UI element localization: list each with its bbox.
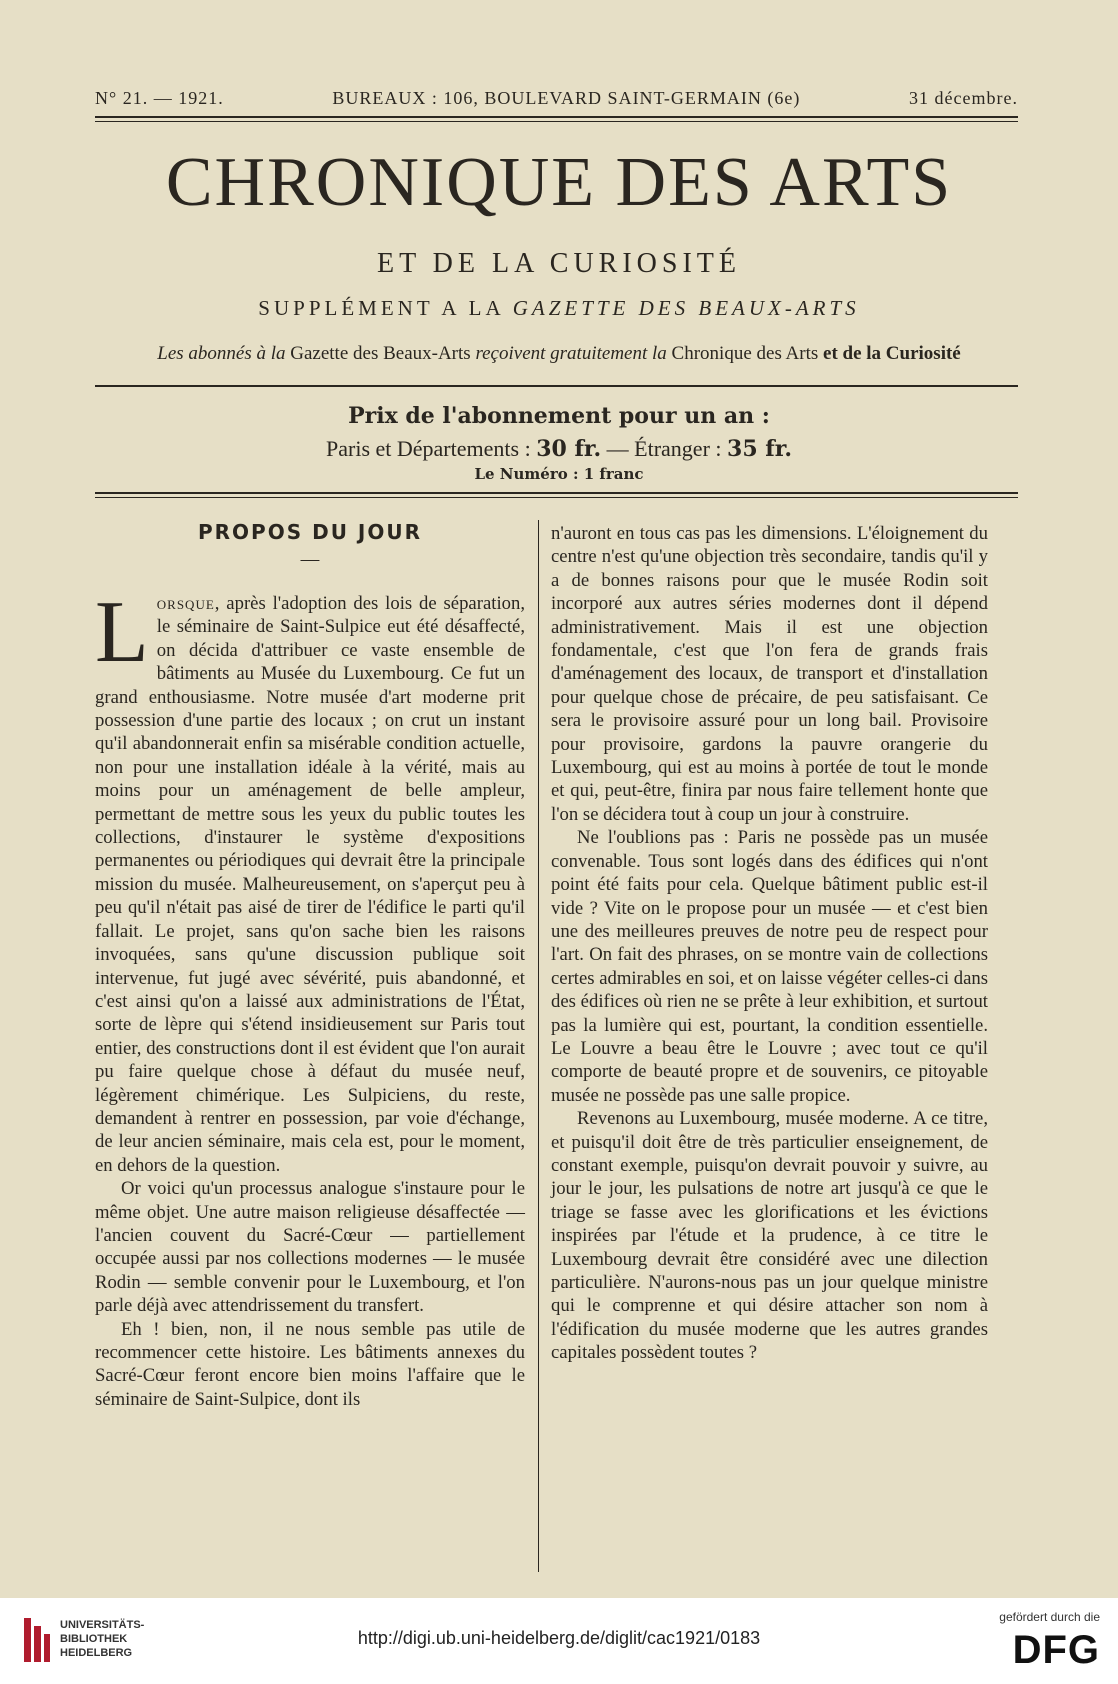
abonnes-part1: Les abonnés à la	[157, 343, 286, 364]
funded-by-label: gefördert durch die	[999, 1610, 1100, 1624]
source-url[interactable]: http://digi.ub.uni-heidelberg.de/diglit/cac1921/0183	[357, 1628, 761, 1648]
bureaux-address: BUREAUX : 106, BOULEVARD SAINT-GERMAIN (6e)	[332, 87, 801, 108]
paragraph-5: Ne l'oublions pas : Paris ne possède pas un musée convenable. Tous sont logés dans des édifices qui n'ont point été faits pour cela. Quelque bâtiment public est-il vide ? Vite on le propose pour un musée — et c'est bien une des meilleures preuves de notre peu de respect pour l'art. On fait des phrases, on se montre vain de collections certes admirables en soi, et on laisse végéter celles-ci dans des édifices où rien ne se prête à leur exhibition, et surtout pas la lumière qui est, pourtant, la condition essentielle. Le Louvre a beau être le Louvre ; avec tout ce qu'il comporte de beauté propre et de souvenirs, ce pitoyable musée ne possède pas une salle propice.	[551, 827, 988, 1106]
abonnes-part3: reçoivent gratuitement la	[475, 343, 667, 364]
numero-price: Le Numéro : 1 franc	[474, 465, 644, 483]
digitization-footer	[0, 1598, 1118, 1684]
etranger-price: 35 fr.	[727, 436, 792, 462]
library-name-line1: UNIVERSITÄTS-	[60, 1619, 145, 1631]
library-name-line3: HEIDELBERG	[60, 1647, 133, 1659]
paragraph-4: n'auront en tous cas pas les dimensions. L'éloignement du centre n'est qu'une objection très secondaire, tandis qu'il y a de bonnes raisons pour que le musée Rodin soit incorporé aux autres séries modernes dont il dépend administrativement. Mais il est une objection fondamentale, c'est que l'on fera de grands frais d'aménagement des locaux, de transport et d'installation pour quelque chose de précaire, de peu satisfaisant. Ce sera le provisoire assuré pour un long bail. Provisoire pour provisoire, gardons la pauvre orangerie du Luxembourg, qui est au moins à portée de tout le monde et qui, peut-être, finira par nous faire tellement honte que l'on se décidera tout à coup un jour à construire.	[551, 523, 988, 825]
abonnes-part5: et de la Curiosité	[823, 343, 961, 364]
article-column-left	[95, 520, 525, 1411]
dfg-logo: DFG	[1012, 1628, 1100, 1672]
paragraph-3: Eh ! bien, non, il ne nous semble pas utile de recommencer cette histoire. Les bâtiments annexes du Sacré-Cœur feront encore bien moins l'affaire que le séminaire de Saint-Sulpice, dont ils	[95, 1318, 525, 1410]
abonnes-part4: Chronique des Arts	[671, 343, 819, 364]
first-word: orsque	[156, 593, 215, 614]
issue-number: N° 21. — 1921.	[95, 87, 224, 108]
masthead-title: CHRONIQUE DES ARTS	[165, 144, 953, 221]
library-name-line2: BIBLIOTHEK	[60, 1633, 128, 1645]
etranger-label: Étranger :	[634, 436, 722, 461]
prix-title: Prix de l'abonnement pour un an :	[348, 403, 770, 429]
column-divider	[538, 520, 539, 1572]
issue-header	[95, 86, 1018, 110]
abonnes-part2: Gazette des Beaux-Arts	[290, 343, 471, 364]
article-heading: PROPOS DU JOUR	[198, 520, 422, 544]
prix-separator: —	[606, 436, 629, 461]
prix-rule-bottom	[95, 492, 1018, 494]
masthead-subtitle: ET DE LA CURIOSITÉ	[376, 248, 742, 279]
paragraph-1-text: , après l'adoption des lois de séparation, le séminaire de Saint-Sulpice eut été désaffecté, on décida d'attribuer ce vaste ensemble de bâtiments au Musée du Luxembourg. Ce fut un grand enthousiasme. Notre musée d'art moderne prit possession d'une partie des locaux ; on crut un instant qu'il abandonnerait enfin sa misérable condition actuelle, non pour une installation idéale à la vérité, mais au moins pour un aménagement de belle ampleur, permettant de mettre sous les yeux du public toutes les collections, d'instaurer le système d'expositions permanentes ou périodiques qui devrait être la principale mission du musée. Malheureusement, on s'aperçut peu à peu qu'il n'était pas aisé de tirer de l'édifice le parti qu'il fallait. Le projet, sans qu'on sache bien les raisons invoquées, sans qu'une discussion publique soit intervenue, fut jugé avec sévérité, puis abandonné, et c'est ainsi qu'on a laissé aux administrations de l'État, sorte de lèpre qui s'étend insidieusement sur Paris tout entier, des constructions dont il est évident que l'on aurait pu faire quelque chose à défaut du musée neuf, légèrement chimérique. Les Sulpiciens, du reste, demandent à rentrer en possession, par voie d'échange, de leur ancien séminaire, mais cela est, pour le moment, en dehors de la question.	[95, 593, 525, 1176]
prix-line	[0, 436, 1118, 462]
heading-dash: —	[300, 549, 320, 570]
paris-price: 30 fr.	[536, 436, 602, 462]
masthead-supplement	[0, 296, 1118, 321]
subscribers-note	[0, 343, 1118, 365]
paragraph-6: Revenons au Luxembourg, musée moderne. A ce titre, et puisqu'il doit être de très particulier enseignement, de constant exemple, puisqu'on devrait pouvoir y suivre, au jour le jour, les pulsations de notre art jusqu'à ce que le triage se fasse avec les glorifications et les évictions inspirées par l'étude et la prudence, à ce titre le Luxembourg devrait être considéré avec une dilection particulière. N'aurons-nous pas un jour quelque ministre qui le comprenne et qui désire attacher son nom à l'édification du musée moderne que les autres grandes capitales possèdent toutes ?	[551, 1108, 988, 1364]
paragraph-2: Or voici qu'un processus analogue s'instaure pour le même objet. Une autre maison religieuse désaffectée — l'ancien couvent du Sacré-Cœur — partiellement occupée aussi par nos collections modernes — le musée Rodin — semble convenir pour le Luxembourg, et l'on parle déjà avec attendrissement du transfert.	[95, 1178, 525, 1317]
drop-cap: L	[95, 584, 149, 681]
header-rule-thin	[95, 121, 1018, 122]
prix-rule-top	[95, 385, 1018, 387]
article-column-right	[551, 522, 988, 1365]
supplement-prefix: SUPPLÉMENT A LA	[258, 296, 504, 320]
supplement-gazette: GAZETTE DES BEAUX-ARTS	[512, 296, 860, 320]
issue-date: 31 décembre.	[909, 87, 1018, 108]
header-rule	[95, 116, 1018, 118]
paragraph-1	[95, 584, 525, 1177]
prix-rule-bottom-thin	[95, 497, 1018, 498]
paris-label: Paris et Départements :	[326, 436, 531, 461]
